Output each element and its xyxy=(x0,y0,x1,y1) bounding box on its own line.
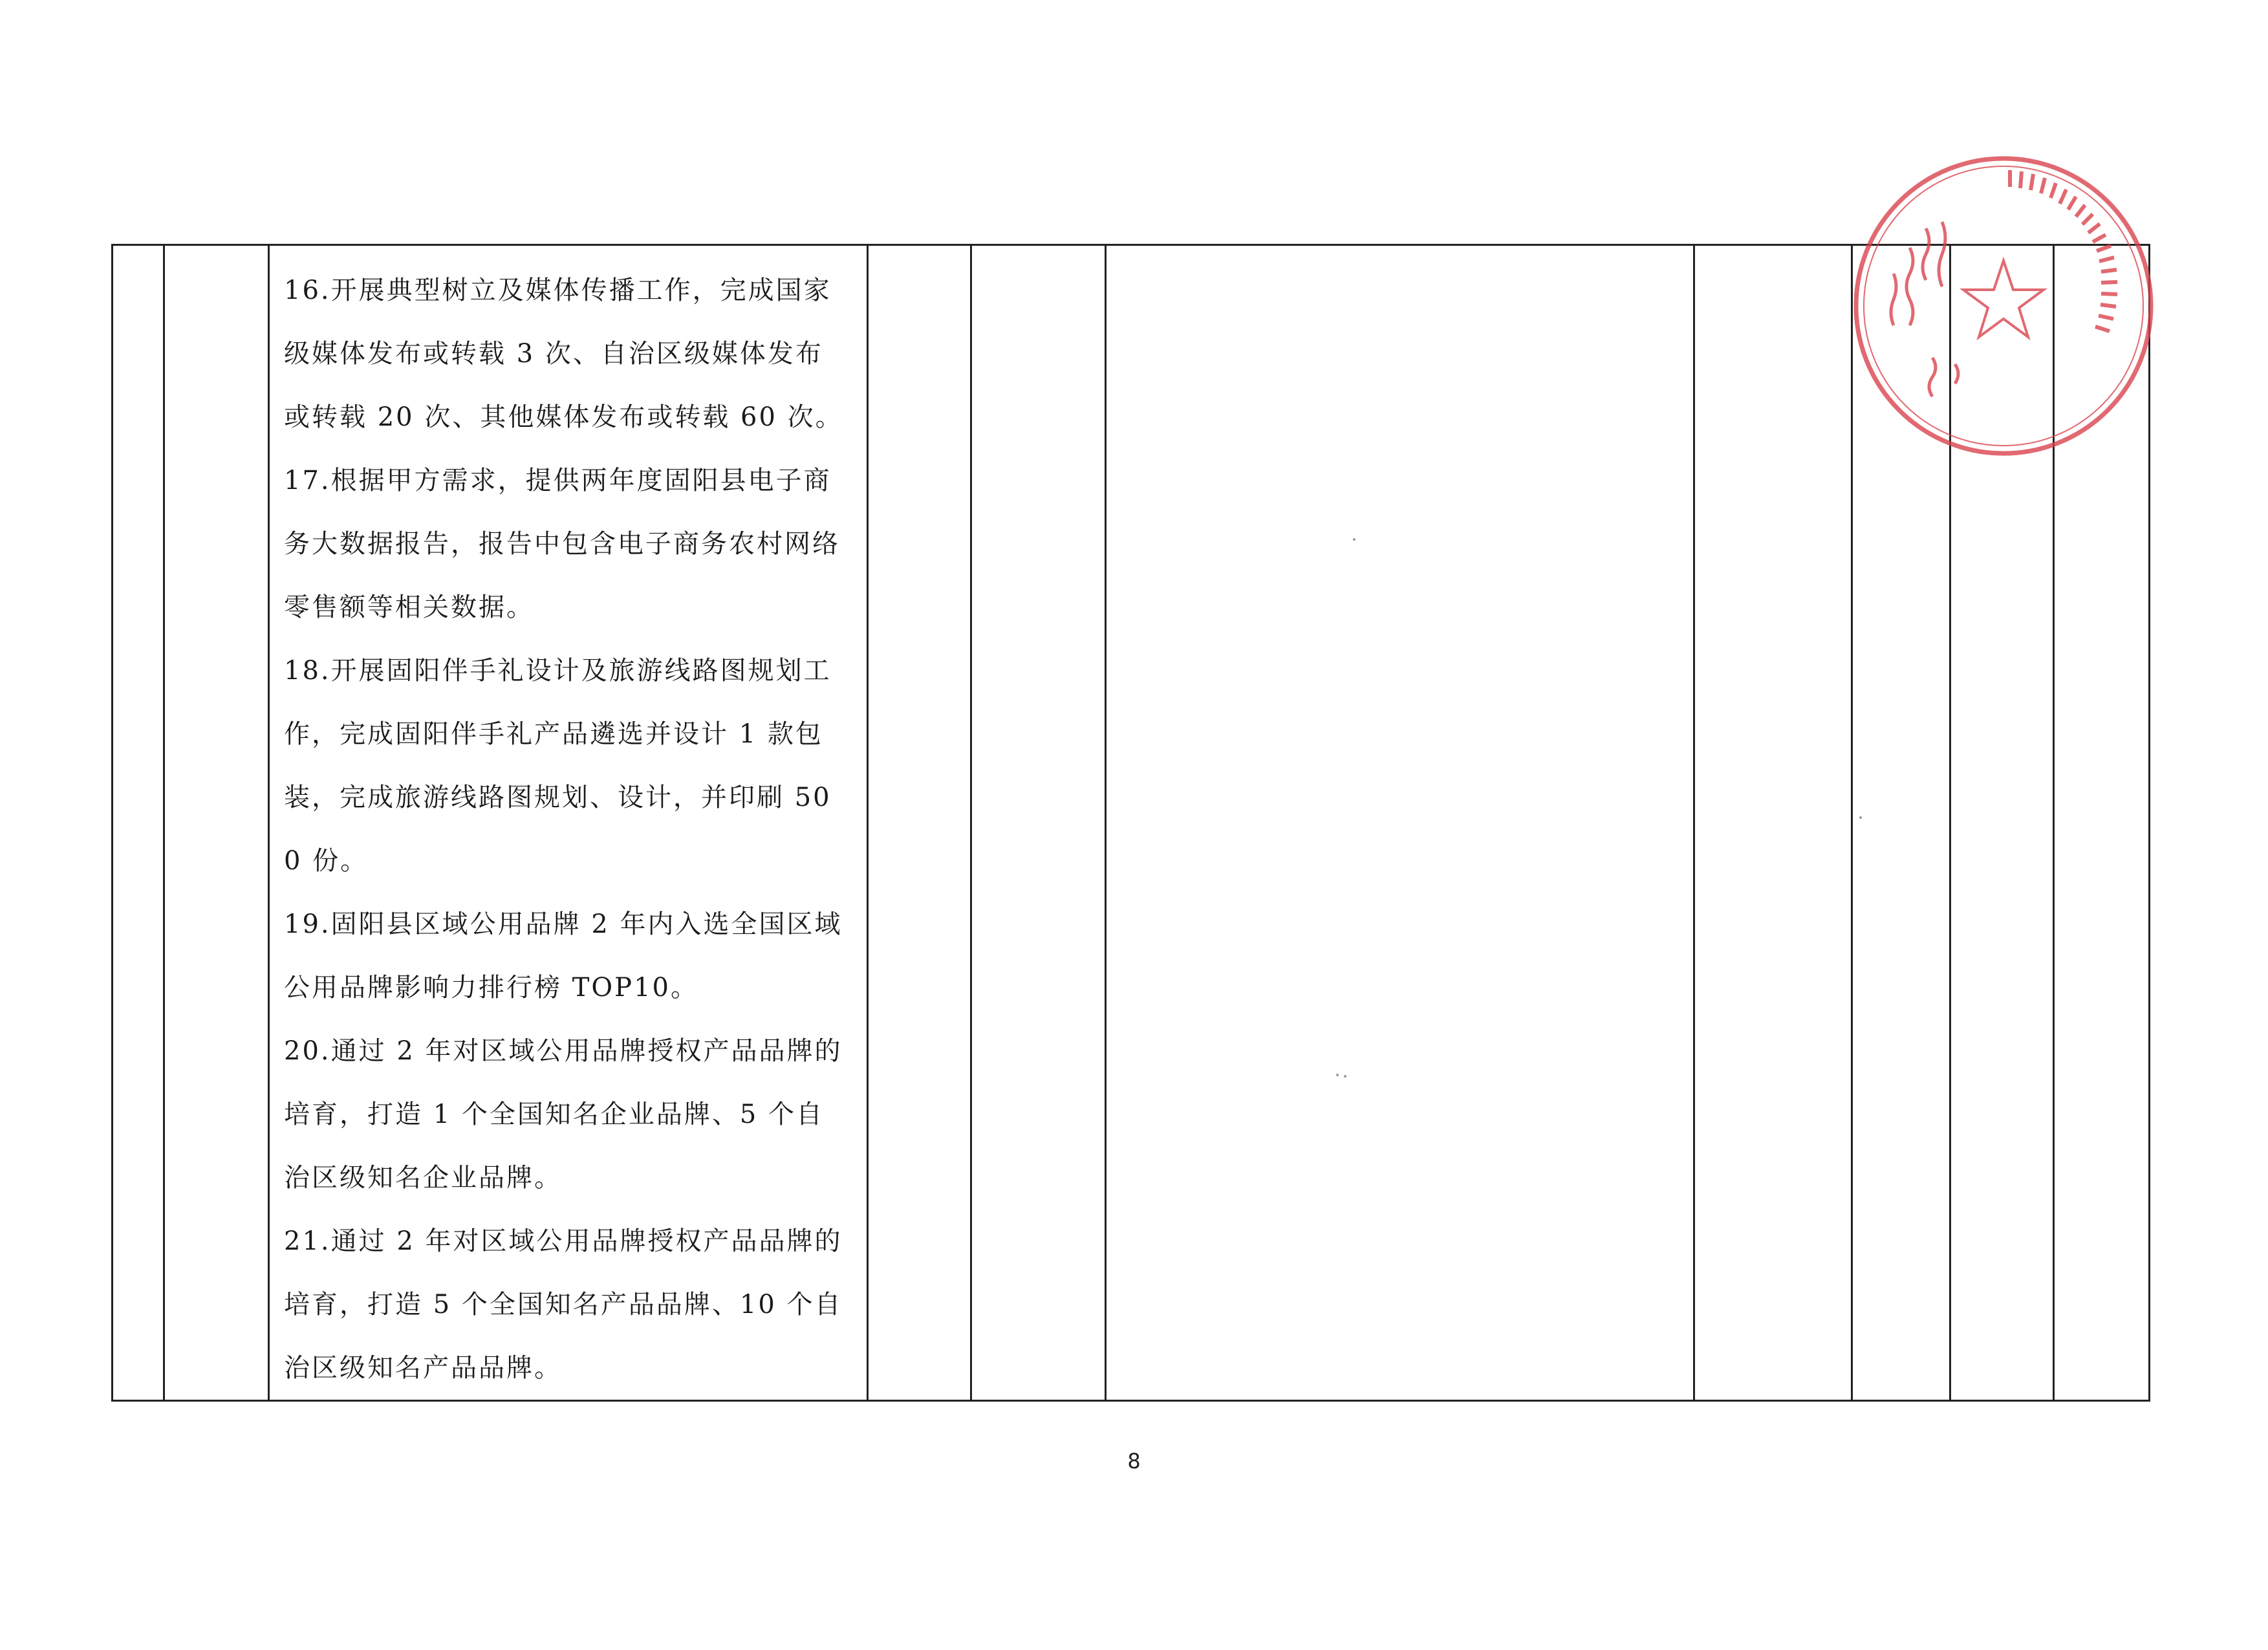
list-item: 16.开展典型树立及媒体传播工作，完成国家级媒体发布或转载 3 次、自治区级媒体发布或转载 20 次、其他媒体发布或转载 60 次。 xyxy=(284,276,843,432)
scan-speck xyxy=(1336,1074,1339,1076)
scan-speck xyxy=(1353,538,1355,541)
list-item: 17.根据甲方需求，提供两年度固阳县电子商务大数据报告，报告中包含电子商务农村网络零售额等相关数据。 xyxy=(284,466,840,622)
table-cell-empty xyxy=(971,245,1106,1401)
table-cell-empty xyxy=(1694,245,1852,1401)
requirements-table xyxy=(111,244,2150,1402)
scan-speck xyxy=(1344,1075,1346,1078)
scan-speck xyxy=(1859,816,1862,819)
list-item: 19.固阳县区域公用品牌 2 年内入选全国区域公用品牌影响力排行榜 TOP10。 xyxy=(284,909,843,1003)
list-item: 18.开展固阳伴手礼设计及旅游线路图规划工作，完成固阳伴手礼产品遴选并设计 1 款包装，完成旅游线路图规划、设计，并印刷 500 份。 xyxy=(284,656,832,876)
table-row xyxy=(113,245,2150,1401)
table-cell-sequence xyxy=(113,245,164,1401)
table-cell-empty xyxy=(1106,245,1694,1401)
table-cell-requirements xyxy=(269,245,868,1401)
table-cell-category xyxy=(164,245,269,1401)
list-item: 21.通过 2 年对区域公用品牌授权产品品牌的培育，打造 5 个全国知名产品品牌、10 个自治区级知名产品品牌。 xyxy=(284,1226,843,1383)
page-number: 8 xyxy=(1127,1449,1141,1473)
table-cell-empty xyxy=(868,245,971,1401)
official-seal-stamp xyxy=(1848,151,2159,461)
list-item: 20.通过 2 年对区域公用品牌授权产品品牌的培育，打造 1 个全国知名企业品牌、5 个自治区级知名企业品牌。 xyxy=(284,1036,843,1193)
